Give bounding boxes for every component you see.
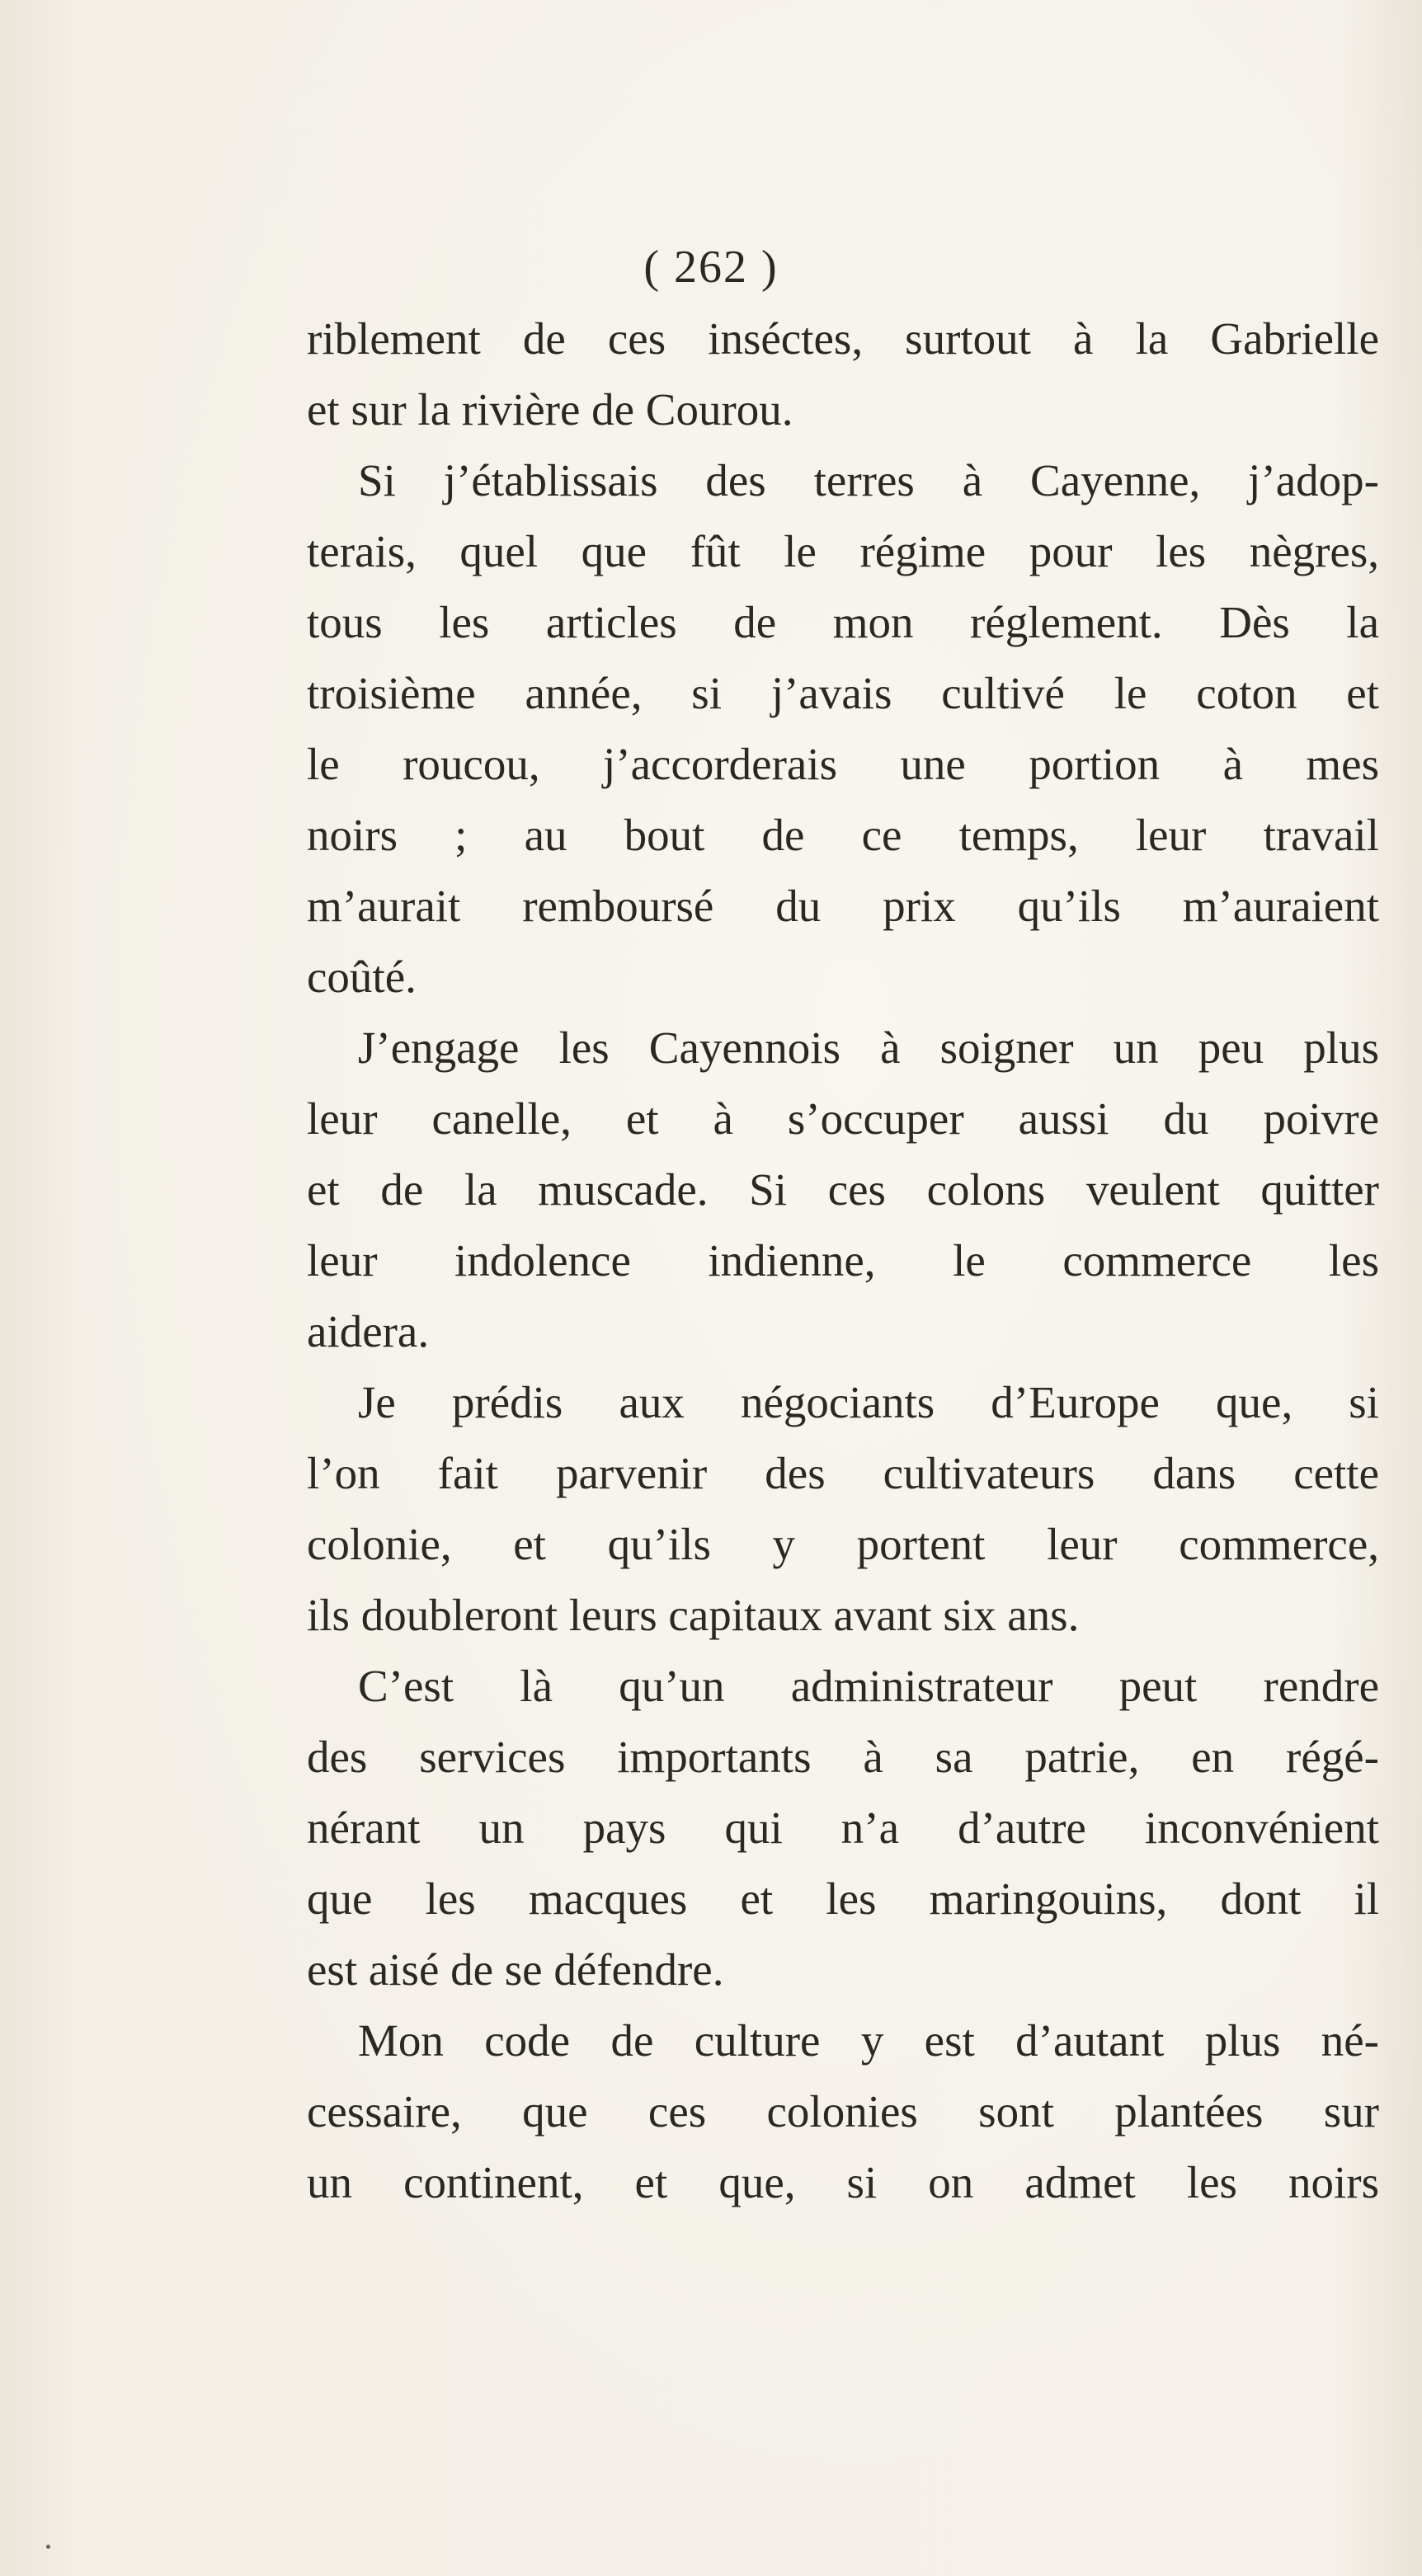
text-line: le roucou, j’accorderais une portion à mes — [307, 739, 1379, 789]
text-line: m’aurait remboursé du prix qu’ils m’auraient — [307, 881, 1379, 931]
text-line: colonie, et qu’ils y portent leur commerce, — [307, 1519, 1379, 1569]
paper-speck — [46, 2545, 50, 2549]
text-line: noirs ; au bout de ce temps, leur travail — [307, 810, 1379, 860]
text-line: cessaire, que ces colonies sont plantées sur — [307, 2086, 1379, 2136]
body-text — [307, 303, 1379, 2218]
text-line: coûté. — [307, 952, 417, 1002]
text-line: est aisé de se défendre. — [307, 1944, 724, 1995]
text-line: leur canelle, et à s’occuper aussi du poivre — [307, 1093, 1379, 1144]
text-line: Mon code de culture y est d’autant plus né- — [358, 2015, 1379, 2066]
text-line: ils doubleront leurs capitaux avant six ans. — [307, 1590, 1080, 1640]
text-line: nérant un pays qui n’a d’autre inconvénient — [307, 1803, 1379, 1853]
text-line: des services importants à sa patrie, en régé- — [307, 1732, 1379, 1782]
text-line: riblement de ces inséctes, surtout à la Gabrielle — [307, 313, 1379, 364]
text-line: terais, quel que fût le régime pour les nègres, — [307, 526, 1379, 576]
text-line: tous les articles de mon réglement. Dès la — [307, 597, 1379, 647]
text-line: C’est là qu’un administrateur peut rendre — [358, 1661, 1379, 1711]
text-line: aidera. — [307, 1306, 430, 1356]
text-line: que les macques et les maringouins, dont il — [307, 1873, 1379, 1924]
text-line: Je prédis aux négociants d’Europe que, si — [358, 1377, 1379, 1427]
text-line: leur indolence indienne, le commerce les — [307, 1235, 1379, 1286]
text-line: un continent, et que, si on admet les noirs — [307, 2157, 1379, 2207]
text-line: J’engage les Cayennois à soigner un peu plus — [358, 1022, 1379, 1073]
text-line: et de la muscade. Si ces colons veulent quitter — [307, 1164, 1379, 1215]
text-line: l’on fait parvenir des cultivateurs dans cette — [307, 1448, 1379, 1498]
page-number: ( 262 ) — [643, 242, 779, 293]
text-line: Si j’établissais des terres à Cayenne, j’adop- — [358, 455, 1379, 505]
text-line: et sur la rivière de Courou. — [307, 384, 793, 435]
text-line: troisième année, si j’avais cultivé le coton et — [307, 668, 1379, 718]
